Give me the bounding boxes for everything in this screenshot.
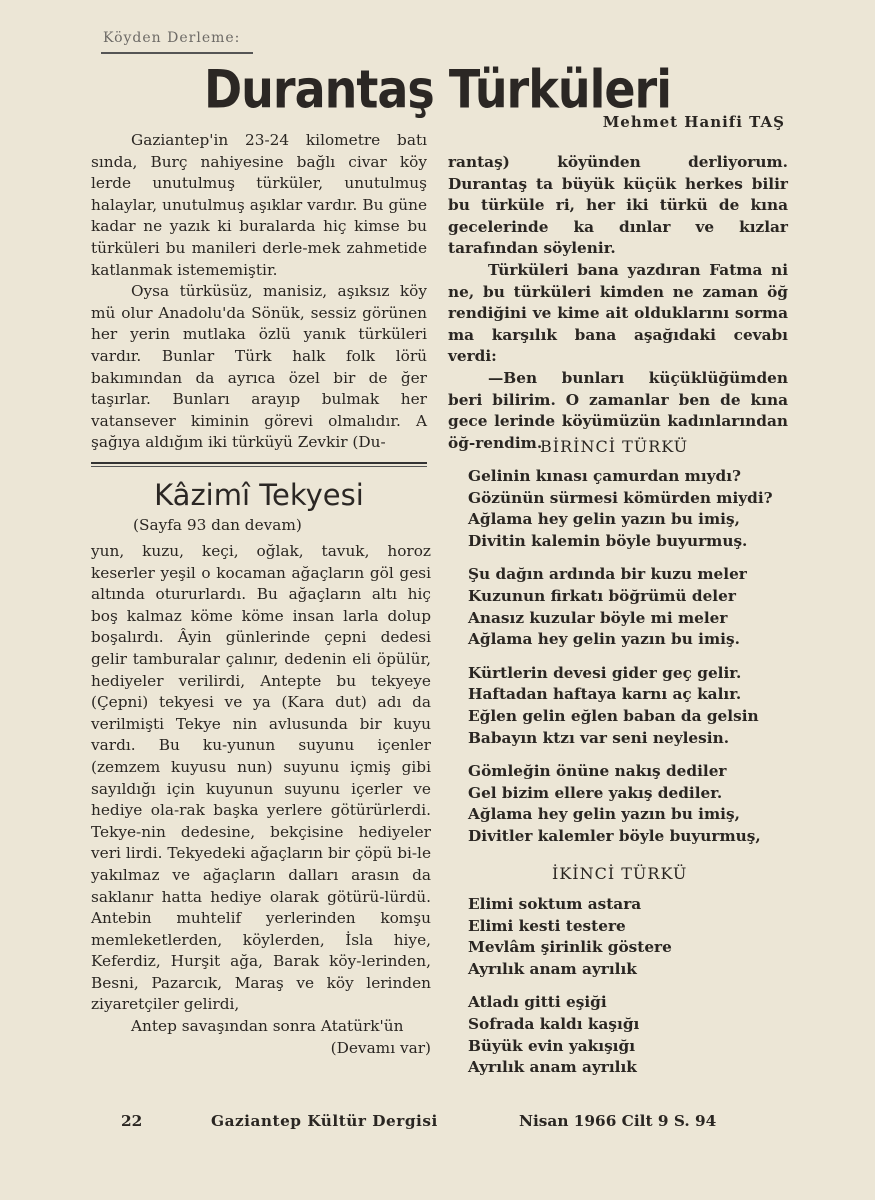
paragraph: Türküleri bana yazdıran Fatma ni ne, bu türküleri kimden ne zaman öğ rendiğini ve kime ait olduklarını sorma ma karşılık bana aşağıdaki cevabı verdi: [448, 260, 788, 366]
poem-line: Elimi soktum astara [468, 895, 642, 913]
poem-line: Elimi kesti testere [468, 916, 626, 935]
poem-line: Gel bizim ellere yakış dediler. [468, 783, 723, 802]
kazimi-subtitle: (Sayfa 93 dan devam) [133, 516, 302, 534]
section-rule [101, 52, 253, 54]
poem-line: Kuzunun firkatı böğrümü deler [468, 586, 736, 605]
paragraph: rantaş) köyünden derliyorum. Durantaş ta büyük küçük herkes bilir bu türküle ri, her iki türkü de kına gecelerinde ka dınlar ve kızlar tarafından söylenir. [448, 153, 788, 258]
kazimi-body [91, 541, 431, 1059]
paragraph: —Ben bunları küçüklüğümden beri bilirim. O zamanlar ben de kına gece lerinde köyümüzün kadınlarından öğ-rendim. [448, 368, 788, 452]
page-number: 22 [121, 1112, 143, 1130]
stanza [468, 761, 773, 847]
turku2-heading: İKİNCİ TÜRKÜ [552, 864, 688, 883]
poem-line: Ayrılık anam ayrılık [468, 959, 637, 978]
poem-line: Eğlen gelin eğlen baban da gelsin [468, 706, 759, 725]
stanza [468, 992, 672, 1078]
divider [91, 462, 427, 464]
poem-line: Gözünün sürmesi kömürden miydi? [468, 488, 773, 507]
article-title: Durantaş Türküleri [203, 58, 672, 121]
turku1-poem [468, 466, 773, 860]
paragraph: Gaziantep'in 23-24 kilometre batı sında, Burç nahiyesine bağlı civar köy lerde unutulmuş türküler, unutulmuş halaylar, unutulmuş aşıklar vardır. Bu güne kadar ne yazık ki buralarda hiç kimse bu türküleri bu manileri derle-mek zahmetide katlanmak istememiştir. [91, 131, 427, 279]
poem-line: Gömleğin önüne nakış dediler [468, 762, 727, 781]
paragraph: Antep savaşından sonra Atatürk'ün [131, 1017, 404, 1036]
paragraph: yun, kuzu, keçi, oğlak, tavuk, horoz keserler yeşil o kocaman ağaçların göl gesi altında otururlardı. Bu ağaçların altı hiç boş kalmaz köme köme insan larla dolup boşalırdı. Âyin günlerinde çepni dedesi gelir tamburalar çalınır, dedenin eli öpülür, hediyeler verilirdi, Antepte bu tekyeye (Çepni) tekyesi ve ya (Kara dut) adı da verilmişti Tekye nin avlusunda bir kuyu vardı. Bu ku-yunun suyunu içenler (zemzem kuyusu nun) suyunu içmiş gibi sayıldığı için kuyunun suyunu içerler ve hediye ola-rak başka yerlere götürürlerdi. Tekye-nin dedesine, bekçisine hediyeler veri lirdi. Tekyedeki ağaçların bir çöpü bi-le yakılmaz ve ağaçların dalları arasın da saklanır hatta hediye olarak götürü-lürdü. Antebin muhtelif yerlerinden komşu memleketlerden, köylerden, İsla hiye, Keferdiz, Hurşit ağa, Barak köy-lerinden, Besni, Pazarcık, Maraş ve köy lerinden ziyaretçiler gelirdi, [91, 542, 431, 1014]
stanza [468, 894, 672, 980]
intro-right-column [448, 152, 788, 454]
poem-line: Ayrılık anam ayrılık [468, 1058, 637, 1077]
poem-line: Büyük evin yakışığı [468, 1036, 636, 1055]
poem-line: Gelinin kınası çamurdan mıydı? [468, 467, 741, 485]
poem-line: Ağlama hey gelin yazın bu imiş, [468, 805, 740, 824]
poem-line: Mevlâm şirinlik göstere [468, 938, 672, 957]
stanza [468, 564, 773, 650]
stanza [468, 663, 773, 749]
poem-line: Şu dağın ardında bir kuzu meler [468, 565, 747, 584]
poem-line: Kürtlerin devesi gider geç gelir. [468, 663, 742, 682]
author-name: Mehmet Hanifi TAŞ [602, 113, 785, 131]
turku2-poem [468, 894, 672, 1091]
poem-line: Divitin kalemin böyle buyurmuş. [468, 531, 748, 550]
continued-note: (Devamı var) [330, 1038, 431, 1057]
intro-left-column [91, 130, 427, 454]
poem-line: Atladı gitti eşiği [468, 993, 607, 1012]
section-label: Köyden Derleme: [103, 30, 241, 46]
poem-line: Ağlama hey gelin yazın bu imiş, [468, 510, 740, 529]
poem-line: Ağlama hey gelin yazın bu imiş. [468, 630, 740, 649]
turku1-heading: BİRİNCİ TÜRKÜ [540, 437, 689, 456]
kazimi-title: Kâzimî Tekyesi [154, 478, 364, 512]
stanza [468, 466, 773, 552]
poem-line: Babayın ktzı var seni neylesin. [468, 728, 730, 747]
issue-info: Nisan 1966 Cilt 9 S. 94 [519, 1112, 717, 1130]
paragraph: Oysa türküsüz, manisiz, aşıksız köy mü olur Anadolu'da Sönük, sessiz görünen her yerin mutlaka özlü yanık türküleri vardır. Bunlar Türk halk folk lörü bakımından da ayrıca özel bir de ğer taşırlar. Bunları arayıp bulmak her vatansever kiminin görevi olmalıdır. A şağıya aldığım iki türküyü Zevkir (Du- [91, 282, 427, 452]
poem-line: Haftadan haftaya karnı aç kalır. [468, 685, 742, 704]
divider [91, 466, 427, 467]
poem-line: Divitler kalemler böyle buyurmuş, [468, 826, 761, 845]
poem-line: Anasız kuzular böyle mi meler [468, 608, 728, 627]
journal-name: Gaziantep Kültür Dergisi [211, 1112, 438, 1130]
poem-line: Sofrada kaldı kaşığı [468, 1014, 640, 1033]
